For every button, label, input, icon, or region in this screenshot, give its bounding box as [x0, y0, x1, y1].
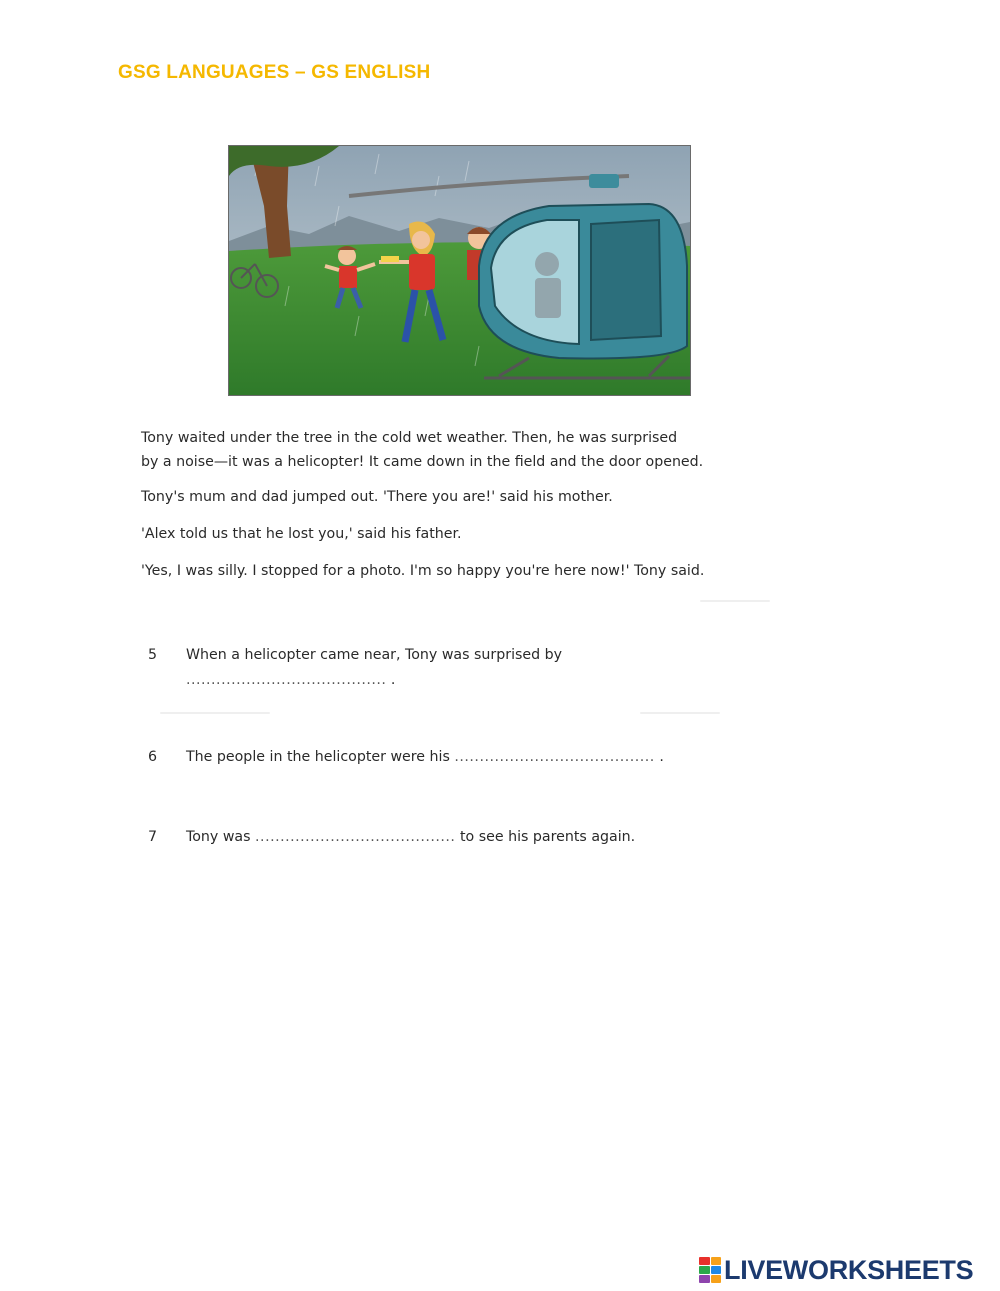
question-text: The people in the helicopter were his: [186, 749, 450, 765]
question-line: The people in the helicopter were his ........................................ .: [186, 749, 664, 765]
logo-block: [699, 1257, 710, 1265]
scan-artifact: [160, 712, 270, 714]
question-number: 5: [148, 647, 158, 663]
question-number: 6: [148, 749, 158, 765]
logo-blocks-icon: [699, 1257, 721, 1283]
worksheet-header: GSG LANGUAGES – GS ENGLISH: [118, 62, 431, 83]
question-6: [148, 749, 768, 773]
question-line: Tony was ........................................ to see his parents again.: [186, 829, 636, 845]
logo-block: [711, 1266, 722, 1274]
answer-blank[interactable]: ........................................: [255, 829, 456, 845]
liveworksheets-logo: [699, 1255, 973, 1285]
story-line: by a noise—it was a helicopter! It came down in the field and the door opened.: [141, 454, 704, 470]
story-line: Tony waited under the tree in the cold wet weather. Then, he was surprised: [141, 430, 678, 446]
answer-blank[interactable]: ........................................: [454, 749, 655, 765]
logo-text: LIVEWORKSHEETS: [724, 1254, 974, 1285]
story-line: 'Alex told us that he lost you,' said his father.: [141, 526, 462, 542]
answer-blank[interactable]: ........................................ .: [186, 672, 396, 688]
story-line: Tony's mum and dad jumped out. 'There you are!' said his mother.: [141, 489, 613, 505]
scan-artifact: [700, 600, 770, 602]
question-7: [148, 829, 768, 853]
logo-block: [711, 1257, 722, 1265]
question-5: [148, 647, 748, 697]
logo-block: [699, 1266, 710, 1274]
helicopter-rescue-illustration: [228, 145, 691, 396]
logo-block: [699, 1275, 710, 1283]
scan-artifact: [640, 712, 720, 714]
question-number: 7: [148, 829, 158, 845]
story-line: 'Yes, I was silly. I stopped for a photo. I'm so happy you're here now!' Tony said.: [141, 563, 705, 579]
logo-block: [711, 1275, 722, 1283]
question-text: When a helicopter came near, Tony was surprised by: [186, 647, 563, 663]
question-text: Tony was: [186, 829, 251, 845]
